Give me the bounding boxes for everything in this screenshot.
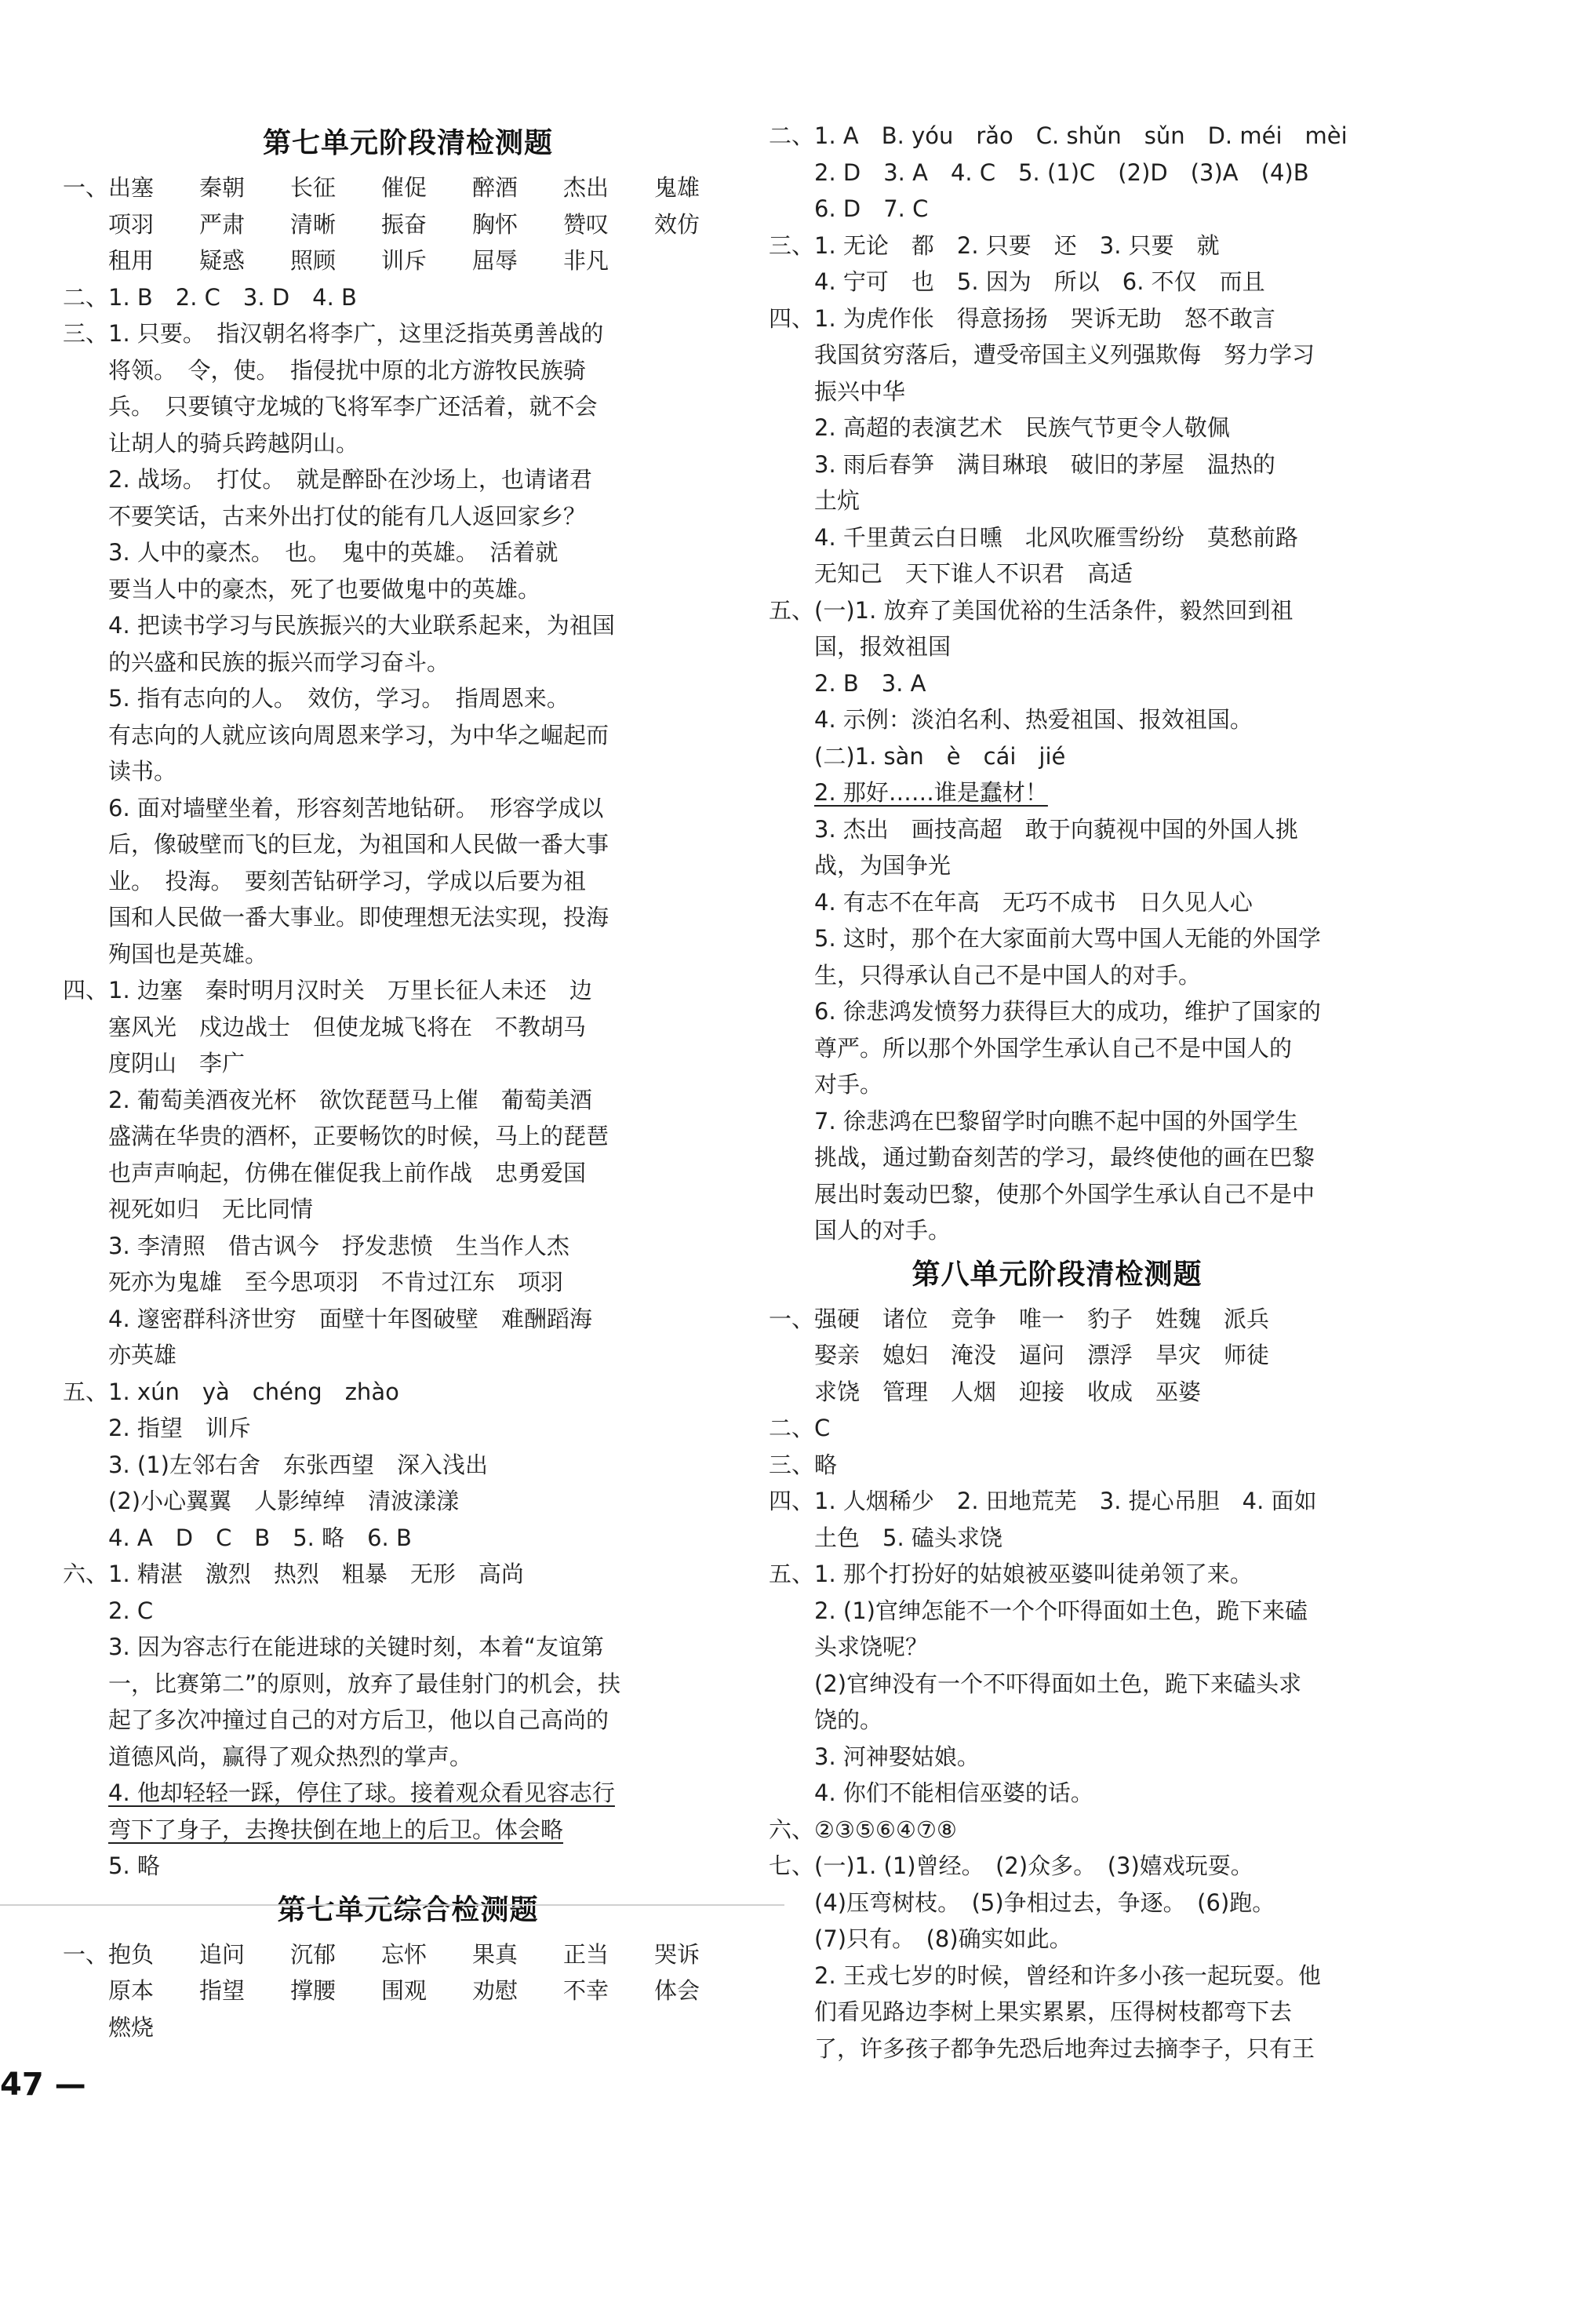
item-marker: 四、: [63, 977, 109, 1004]
answer-line: (二)1. sàn è cái jié: [814, 742, 1066, 770]
item-2: [769, 118, 1348, 228]
item-lines: [814, 1848, 1345, 2067]
answer-line: 1. 人烟稀少 2. 田地荒芜 3. 提心吊胆 4. 面如: [814, 1488, 1317, 1514]
answer-line: 展出时轰动巴黎，使那个外国学生承认自己不是中: [814, 1180, 1315, 1208]
item-marker: 七、: [769, 1852, 815, 1879]
answer-line: 兵。 只要镇守龙城的飞将军李广还活着，就不会: [108, 393, 598, 420]
section-title: 第七单元综合检测题: [277, 1893, 539, 1926]
answer-line: 一，比赛第二”的原则，放弃了最佳射门的机会，扶: [108, 1670, 621, 1697]
answer-line: 1. B 2. C 3. D 4. B: [108, 283, 357, 311]
item-1: [769, 1301, 1345, 1411]
answer-line: 塞风光 戍边战士 但使龙城飞将在 不教胡马: [108, 1013, 587, 1040]
underlined-answer-line: 弯下了身子，去搀扶倒在地上的后卫。体会略: [108, 1816, 564, 1843]
item-marker: 一、: [63, 174, 109, 201]
item-lines: [108, 1374, 753, 1557]
item-marker: 一、: [63, 1940, 109, 1968]
answer-line: 2. 葡萄美酒夜光杯 欲饮琵琶马上催 葡萄美酒: [108, 1086, 592, 1113]
item-marker: 二、: [769, 122, 815, 149]
item-4: [63, 972, 753, 1374]
item-lines: [814, 301, 1345, 592]
item-lines: [108, 1936, 753, 2046]
answer-line: 生，只得承认自己不是中国人的对手。: [814, 961, 1202, 989]
answer-line: 4. 邃密群科济世穷 面壁十年图破壁 难酬蹈海: [108, 1305, 592, 1332]
item-marker: 二、: [63, 283, 109, 311]
answer-line: ②③⑤⑥④⑦⑧: [814, 1816, 958, 1843]
answer-line: 死亦为鬼雄 至今思项羽 不肯过江东 项羽: [108, 1269, 564, 1295]
answer-line: 1. 边塞 秦时明月汉时关 万里长征人未还 边: [108, 977, 592, 1004]
item-marker: 六、: [769, 1816, 815, 1843]
item-lines: [814, 1410, 1345, 1447]
answer-line: 国人的对手。: [814, 1217, 951, 1244]
answer-line: 求饶 管理 人烟 迎接 收成 巫婆: [814, 1378, 1202, 1405]
answer-line: 也声声响起，仿佛在催促我上前作战 忠勇爱国: [108, 1159, 587, 1186]
item-2: [63, 279, 753, 316]
answer-line: (7)只有。 (8)确实如此。: [814, 1925, 1072, 1952]
item-1: [63, 169, 753, 279]
answer-line: 租用 疑惑 照顾 训斥 屈辱 非凡: [108, 247, 609, 274]
answer-line: 要当人中的豪杰，死了也要做鬼中的英雄。: [108, 575, 541, 603]
answer-line: 后，像破壁而飞的巨龙，为祖国和人民做一番大事: [108, 831, 609, 858]
item-marker: 四、: [769, 304, 815, 332]
answer-line: 3. 因为容志行在能进球的关键时刻，本着“友谊第: [108, 1634, 604, 1660]
underlined-answer-line: 2. 那好……谁是蠢材！: [814, 779, 1048, 806]
item-6: [769, 1812, 1345, 1849]
answer-line: 无知己 天下谁人不识君 高适: [814, 560, 1133, 587]
answer-line: 土色 5. 磕头求饶: [814, 1524, 1002, 1551]
answer-line: 原本 指望 撑腰 围观 劝慰 不幸 体会: [108, 1977, 700, 2004]
answer-line: 2. C: [108, 1597, 154, 1624]
answer-line: 4. 示例：淡泊名利、热爱祖国、报效祖国。: [814, 706, 1253, 733]
item-marker: 五、: [769, 596, 815, 624]
answer-line: 土炕: [814, 487, 860, 514]
answer-line: 振兴中华: [814, 377, 906, 405]
answer-line: 不要笑话，古来外出打仗的能有几人返回家乡？: [108, 502, 587, 530]
horizontal-rule: [0, 1904, 784, 1906]
item-marker: 一、: [769, 1305, 815, 1332]
answer-line: 度阴山 李广: [108, 1050, 246, 1076]
item-lines: [814, 228, 1345, 301]
answer-line: 略: [814, 1451, 838, 1478]
item-lines: [814, 118, 1348, 228]
section-title: 第八单元阶段清检测题: [911, 1258, 1203, 1291]
answer-line: C: [814, 1415, 831, 1441]
page-number: 47 —: [0, 2067, 86, 2103]
left-column: [63, 118, 753, 2045]
answer-line: (2)小心翼翼 人影绰绰 清波漾漾: [108, 1488, 460, 1514]
answer-line: 3. (1)左邻右舍 东张西望 深入浅出: [108, 1451, 488, 1478]
answer-line: 们看见路边李树上果实累累，压得树枝都弯下去: [814, 1998, 1293, 2025]
answer-line: 1. 为虎作伥 得意扬扬 哭诉无助 怒不敢言: [814, 304, 1275, 332]
item-3: [63, 315, 753, 972]
answer-line: 尊严。所以那个外国学生承认自己不是中国人的: [814, 1034, 1293, 1062]
answer-line: 4. 把读书学习与民族振兴的大业联系起来，为祖国: [108, 612, 615, 639]
answer-line: (一)1. 放弃了美国优裕的生活条件，毅然回到祖: [814, 596, 1293, 624]
answer-line: 1. A B. yóu rǎo C. shǔn sǔn D. méi mèi: [814, 122, 1348, 149]
answer-line: 亦英雄: [108, 1342, 177, 1368]
answer-line: 3. 河神娶姑娘。: [814, 1743, 980, 1770]
item-marker: 三、: [769, 231, 815, 259]
item-6: [63, 1556, 753, 1885]
answer-line: 视死如归 无比同情: [108, 1196, 314, 1222]
answer-line: 7. 徐悲鸿在巴黎留学时向瞧不起中国的外国学生: [814, 1107, 1298, 1135]
answer-line: 出塞 秦朝 长征 催促 醉酒 杰出 鬼雄: [108, 174, 700, 201]
answer-line: 6. 面对墙壁坐着，形容刻苦地钻研。 形容学成以: [108, 794, 604, 821]
answer-line: 燃烧: [108, 2013, 155, 2041]
item-marker: 五、: [769, 1561, 815, 1587]
answer-line: (2)官绅没有一个不吓得面如土色，跪下来磕头求: [814, 1670, 1302, 1697]
answer-line: 国，报效祖国: [814, 633, 951, 660]
answer-line: 1. 无论 都 2. 只要 还 3. 只要 就: [814, 231, 1220, 259]
answer-line: 2. 高超的表演艺术 民族气节更令人敬佩: [814, 414, 1230, 441]
item-4: [769, 301, 1345, 592]
answer-line: 1. xún yà chéng zhào: [108, 1378, 399, 1405]
answer-line: 让胡人的骑兵跨越阴山。: [108, 429, 359, 457]
answer-line: 4. 有志不在年高 无巧不成书 日久见人心: [814, 888, 1253, 916]
answer-line: 业。 投海。 要刻苦钻研学习，学成以后要为祖: [108, 867, 587, 894]
item-lines: [814, 1812, 1345, 1849]
answer-line: 2. 指望 训斥: [108, 1415, 251, 1441]
item-lines: [108, 315, 753, 972]
item-lines: [814, 1447, 1345, 1484]
item-5: [769, 592, 1345, 1249]
answer-line: 3. 雨后春笋 满目琳琅 破旧的茅屋 温热的: [814, 450, 1275, 478]
answer-line: 了，许多孩子都争先恐后地奔过去摘李子，只有王: [814, 2034, 1315, 2062]
section-title: 第七单元阶段清检测题: [262, 127, 553, 159]
item-2: [769, 1410, 1345, 1447]
answer-line: 2. (1)官绅怎能不一个个吓得面如土色，跪下来磕: [814, 1597, 1308, 1624]
answer-line: 2. 王戎七岁的时候，曾经和许多小孩一起玩耍。他: [814, 1962, 1321, 1989]
item-lines: [108, 1556, 753, 1885]
item-lines: [814, 1556, 1345, 1812]
answer-line: 3. 人中的豪杰。 也。 鬼中的英雄。 活着就: [108, 539, 559, 566]
answer-line: 挑战，通过勤奋刻苦的学习，最终使他的画在巴黎: [814, 1144, 1315, 1171]
answer-line: (4)压弯树枝。 (5)争相过去，争逐。 (6)跑。: [814, 1889, 1275, 1916]
answer-line: 将领。 令，使。 指侵扰中原的北方游牧民族骑: [108, 356, 587, 384]
answer-line: 我国贫穷落后，遭受帝国主义列强欺侮 努力学习: [814, 341, 1315, 368]
item-marker: 二、: [769, 1415, 815, 1441]
answer-line: 娶亲 媳妇 淹没 逼问 漂浮 旱灾 师徒: [814, 1342, 1270, 1368]
answer-line: 3. 李清照 借古讽今 抒发悲愤 生当作人杰: [108, 1232, 569, 1259]
answer-line: 3. 杰出 画技高超 敢于向藐视中国的外国人挑: [814, 815, 1298, 843]
answer-line: 盛满在华贵的酒杯，正要畅饮的时候，马上的琵琶: [108, 1123, 609, 1149]
answer-line: 强硬 诸位 竞争 唯一 豹子 姓魏 派兵: [814, 1305, 1270, 1332]
answer-line: 2. D 3. A 4. C 5. (1)C (2)D (3)A (4)B: [814, 158, 1309, 186]
answer-line: 国和人民做一番大事业。即使理想无法实现，投海: [108, 904, 609, 931]
item-lines: [814, 1301, 1345, 1411]
item-marker: 三、: [63, 320, 109, 347]
answer-line: 1. 精湛 激烈 热烈 粗暴 无形 高尚: [108, 1561, 524, 1587]
item-marker: 四、: [769, 1488, 815, 1514]
item-lines: [814, 1483, 1345, 1556]
item-3: [769, 228, 1345, 301]
answer-line: 4. A D C B 5. 略 6. B: [108, 1524, 412, 1551]
answer-line: 读书。: [108, 758, 177, 785]
answer-line: 饶的。: [814, 1707, 883, 1733]
answer-line: 1. 那个打扮好的姑娘被巫婆叫徒弟领了来。: [814, 1561, 1253, 1587]
item-lines: [108, 169, 753, 279]
answer-line: 5. 略: [108, 1852, 160, 1879]
answer-line: (一)1. (1)曾经。 (2)众多。 (3)嬉戏玩耍。: [814, 1852, 1253, 1879]
item-lines: [814, 592, 1345, 1249]
answer-line: 头求饶呢？: [814, 1634, 929, 1660]
item-4: [769, 1483, 1345, 1556]
answer-line: 殉国也是英雄。: [108, 940, 268, 967]
answer-line: 项羽 严肃 清晰 振奋 胸怀 赞叹 效仿: [108, 210, 700, 238]
answer-line: 4. 宁可 也 5. 因为 所以 6. 不仅 而且: [814, 268, 1265, 295]
item-3: [769, 1447, 1345, 1484]
item-marker: 五、: [63, 1378, 109, 1405]
item-5: [63, 1374, 753, 1557]
answer-line: 1. 只要。 指汉朝名将李广，这里泛指英勇善战的: [108, 320, 604, 347]
answer-line: 抱负 追问 沉郁 忘怀 果真 正当 哭诉: [108, 1940, 700, 1968]
answer-line: 起了多次冲撞过自己的对方后卫，他以自己高尚的: [108, 1707, 609, 1733]
item-lines: [108, 279, 753, 316]
item-marker: 三、: [769, 1451, 815, 1478]
answer-line: 道德风尚，赢得了观众热烈的掌声。: [108, 1743, 473, 1770]
answer-line: 的兴盛和民族的振兴而学习奋斗。: [108, 648, 450, 676]
answer-line: 有志向的人就应该向周恩来学习，为中华之崛起而: [108, 721, 609, 749]
answer-line: 6. 徐悲鸿发愤努力获得巨大的成功，维护了国家的: [814, 998, 1321, 1025]
item-1: [63, 1936, 753, 2046]
answer-line: 4. 你们不能相信巫婆的话。: [814, 1779, 1093, 1806]
answer-line: 战，为国争光: [814, 852, 951, 879]
item-lines: [108, 972, 753, 1374]
answer-line: 2. B 3. A: [814, 669, 926, 697]
answer-line: 2. 战场。 打仗。 就是醉卧在沙场上，也请诸君: [108, 466, 592, 493]
answer-line: 4. 千里黄云白日曛 北风吹雁雪纷纷 莫愁前路: [814, 523, 1298, 551]
item-5: [769, 1556, 1345, 1812]
answer-line: 对手。: [814, 1071, 883, 1098]
answer-line: 6. D 7. C: [814, 195, 929, 222]
answer-line: 5. 这时，那个在大家面前大骂中国人无能的外国学: [814, 925, 1321, 952]
item-7: [769, 1848, 1345, 2067]
underlined-answer-line: 4. 他却轻轻一踩，停住了球。接着观众看见容志行: [108, 1779, 615, 1806]
item-marker: 六、: [63, 1561, 109, 1587]
right-column: [769, 118, 1348, 2067]
answer-line: 5. 指有志向的人。 效仿，学习。 指周恩来。: [108, 685, 569, 712]
